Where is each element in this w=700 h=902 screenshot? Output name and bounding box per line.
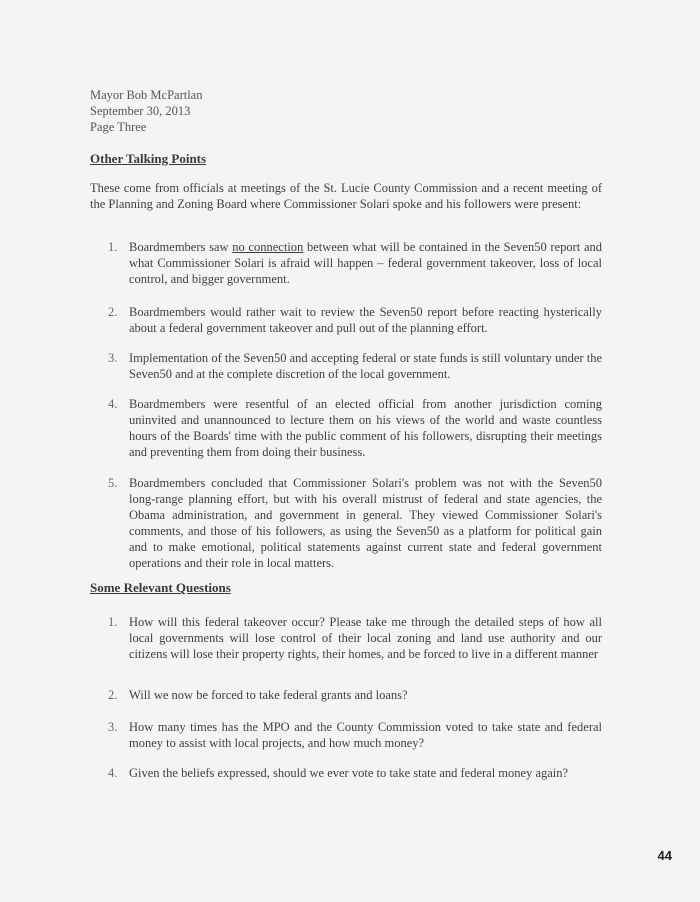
talking-point-4 bbox=[108, 396, 602, 460]
item-text: Boardmembers concluded that Commissioner Solari's problem was not with the Seven50 long-range planning effort, but with his overall mistrust of federal and state agencies, the Obama administration, and government in general. They viewed Commissioner Solari's comments, and those of his followers, as using the Seven50 as a platform for political gain and to make emotional, political statements against current state and federal government operations and their role in local matters. bbox=[129, 476, 602, 570]
item-text: Boardmembers were resentful of an elected official from another jurisdiction coming uninvited and unannounced to lecture them on his views of the world and waste countless hours of the Boards' time with the public comment of his followers, disrupting their meetings and preventing them from doing their business. bbox=[129, 397, 602, 459]
item-number: 1. bbox=[108, 615, 118, 629]
item-number: 1. bbox=[108, 240, 118, 254]
item-text: Given the beliefs expressed, should we ever vote to take state and federal money again? bbox=[129, 766, 569, 780]
item-text: How will this federal takeover occur? Please take me through the detailed steps of how all local governments will lose control of their local zoning and land use authority and our citizens will lose their property rights, their homes, and be forced to live in a different manner bbox=[129, 615, 602, 661]
item-text: Boardmembers would rather wait to review the Seven50 report before reacting hysterically about a federal government takeover and pull out of the planning effort. bbox=[129, 305, 602, 335]
underlined-phrase: no connection bbox=[232, 240, 304, 254]
talking-point-2 bbox=[108, 304, 602, 336]
letter-date: September 30, 2013 bbox=[90, 104, 191, 118]
question-2 bbox=[108, 687, 602, 703]
talking-point-5 bbox=[108, 475, 602, 571]
section-title-relevant-questions: Some Relevant Questions bbox=[90, 580, 231, 595]
recipient-name: Mayor Bob McPartlan bbox=[90, 88, 203, 102]
question-1 bbox=[108, 614, 602, 662]
item-text: How many times has the MPO and the County Commission voted to take state and federal money to assist with local projects, and how much money? bbox=[129, 720, 602, 750]
talking-point-3 bbox=[108, 350, 602, 382]
item-number: 2. bbox=[108, 688, 118, 702]
question-3 bbox=[108, 719, 602, 751]
item-text: Implementation of the Seven50 and accepting federal or state funds is still voluntary under the Seven50 and at the complete discretion of the local government. bbox=[129, 351, 602, 381]
item-number: 5. bbox=[108, 476, 118, 490]
page-number: 44 bbox=[657, 848, 672, 863]
talking-point-1 bbox=[108, 239, 602, 287]
item-text: Boardmembers saw no connection between what will be contained in the Seven50 report and what Commissioner Solari is afraid will happen – federal government takeover, loss of local control, and bigger government. bbox=[129, 240, 602, 286]
item-number: 4. bbox=[108, 766, 118, 780]
item-number: 2. bbox=[108, 305, 118, 319]
page-label: Page Three bbox=[90, 120, 147, 134]
item-number: 3. bbox=[108, 720, 118, 734]
item-number: 4. bbox=[108, 397, 118, 411]
section-title-other-talking-points: Other Talking Points bbox=[90, 151, 207, 166]
letter-header bbox=[90, 87, 202, 135]
item-number: 3. bbox=[108, 351, 118, 365]
question-4 bbox=[108, 765, 602, 781]
intro-paragraph: These come from officials at meetings of the St. Lucie County Commission and a recent meeting of the Planning and Zoning Board where Commissioner Solari spoke and his followers were present: bbox=[90, 181, 602, 211]
item-text: Will we now be forced to take federal grants and loans? bbox=[129, 688, 408, 702]
